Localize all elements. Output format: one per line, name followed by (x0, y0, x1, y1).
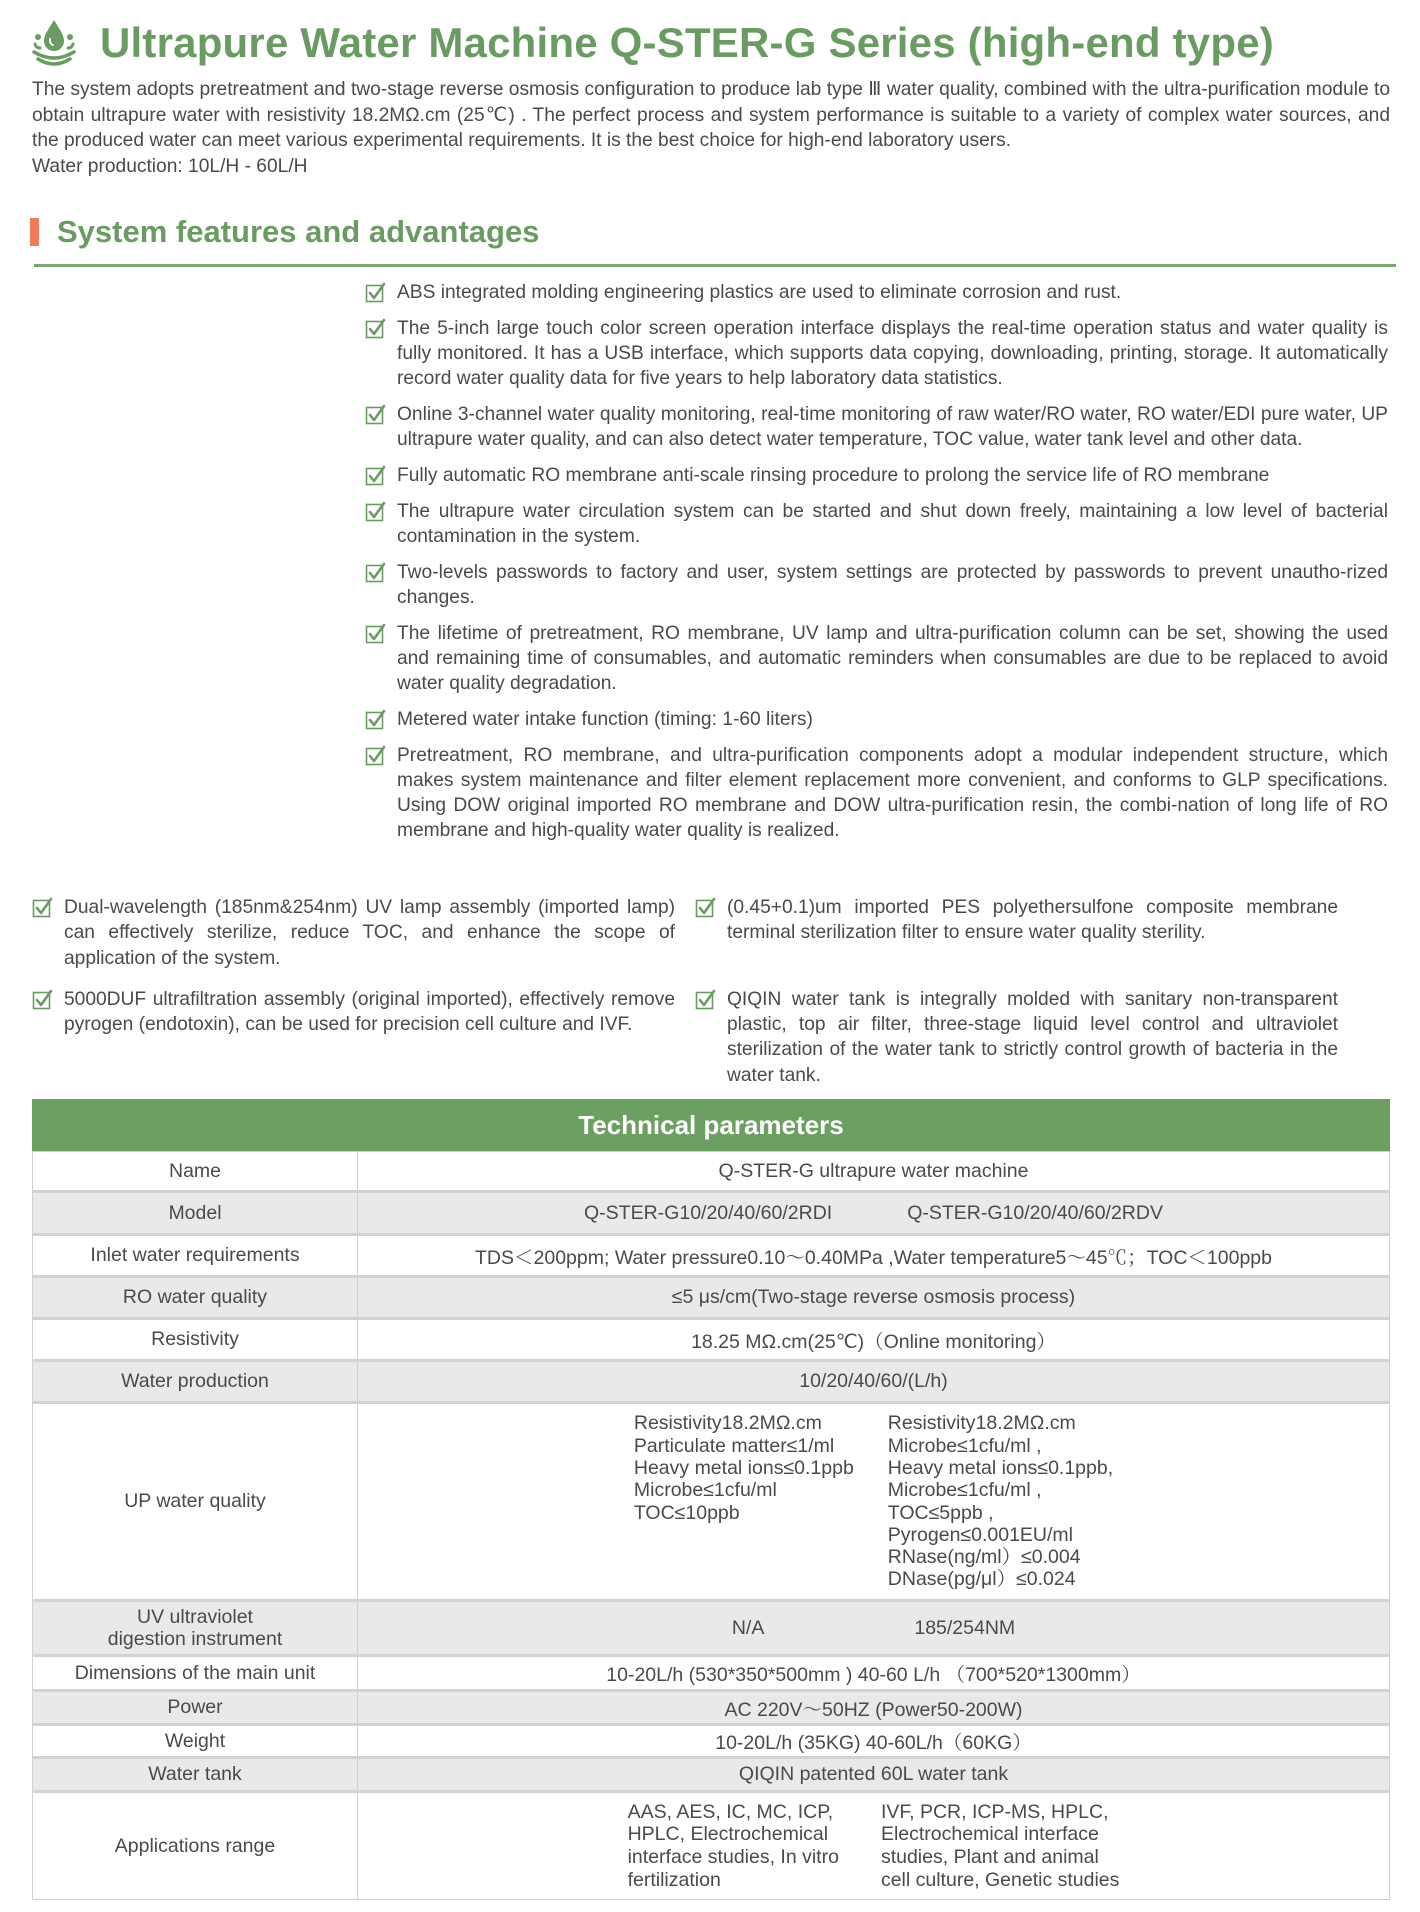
feature-item (365, 316, 1388, 391)
row-value: 10-20L/h (35KG) 40-60L/h（60KG） (358, 1725, 1390, 1758)
intro-paragraph: The system adopts pretreatment and two-stage reverse osmosis configuration to produce lab type Ⅲ water quality, combined with the ultra-purification module to obtain ultrapure water with resistivity 18.2MΩ.cm (25℃) . The perfect process and system performance is suitable to a variety of complex water sources, and the produced water can meet various experimental requirements. It is the best choice for high-end laboratory users. (32, 79, 1390, 151)
feature-item (365, 402, 1388, 452)
uv-value-rdv: 185/254NM (914, 1616, 1016, 1639)
checkbox-checked-icon (32, 897, 54, 919)
section-title: System features and advantages (57, 214, 540, 249)
table-row (33, 1758, 1390, 1792)
section-heading (30, 210, 539, 254)
feature-item (695, 987, 1338, 1088)
apps-line: AAS, AES, IC, MC, ICP, (627, 1800, 834, 1823)
feature-item (365, 463, 1388, 488)
row-label: Applications range (33, 1792, 358, 1900)
table-row (33, 1601, 1390, 1656)
checkbox-checked-icon (365, 709, 387, 731)
apps-line: Electrochemical interface (880, 1823, 1099, 1846)
apps-col-2 (881, 1801, 1119, 1891)
apps-line: IVF, PCR, ICP-MS, HPLC, (880, 1800, 1109, 1823)
quality-line: DNase(pg/μl）≤0.024 (887, 1568, 1076, 1591)
up-quality-col-1 (634, 1412, 854, 1590)
row-label: Dimensions of the main unit (33, 1656, 358, 1691)
quality-line: Microbe≤1cfu/ml (633, 1479, 777, 1502)
feature-item (695, 895, 1338, 971)
quality-line: Heavy metal ions≤0.1ppb, (887, 1456, 1114, 1479)
checkbox-checked-icon (32, 989, 54, 1011)
checkbox-checked-icon (365, 318, 387, 340)
table-row (33, 1192, 1390, 1235)
row-value: ≤5 μs/cm(Two-stage reverse osmosis process) (358, 1277, 1390, 1319)
section-divider (34, 264, 1396, 267)
apps-line: interface studies, In vitro (627, 1846, 839, 1868)
feature-item (365, 560, 1388, 610)
row-value (358, 1403, 1390, 1601)
table-row (33, 1691, 1390, 1725)
quality-line: RNase(ng/ml）≤0.004 (887, 1546, 1081, 1569)
table-title: Technical parameters (32, 1099, 1390, 1151)
feature-text: QIQIN water tank is integrally molded with sanitary non-transparent plastic, top air filter, three-stage liquid level control and ultraviolet sterilization of the water tank to strictly control growth of bacteria in the water tank. (727, 988, 1338, 1086)
feature-grid (32, 895, 1390, 1088)
section-marker (30, 218, 39, 246)
quality-line: Pyrogen≤0.001EU/ml (887, 1523, 1074, 1546)
feature-text: Pretreatment, RO membrane, and ultra-purification components adopt a modular independent structure, which makes system maintenance and filter element replacement more convenient, and conforms to GLP specifications. Using DOW original imported RO membrane and DOW ultra-purification resin, the combi-nation of long life of RO membrane and high-quality water quality is realized. (397, 745, 1388, 841)
apps-line: studies, Plant and animal (880, 1846, 1099, 1868)
feature-text: 5000DUF ultrafiltration assembly (original imported), effectively remove pyrogen (endotoxin), can be used for precision cell culture and IVF. (64, 988, 675, 1036)
feature-item (365, 743, 1388, 843)
tech-params-table (32, 1099, 1390, 1900)
feature-text: The ultrapure water circulation system can be started and shut down freely, maintaining a low level of bacterial contamination in the system. (397, 501, 1388, 547)
row-value: QIQIN patented 60L water tank (358, 1758, 1390, 1792)
row-value (358, 1792, 1390, 1900)
feature-text: Dual-wavelength (185nm&254nm) UV lamp assembly (imported lamp) can effectively sterilize, reduce TOC, and enhance the scope of application of the system. (64, 897, 675, 969)
feature-text: Two-levels passwords to factory and user, system settings are protected by passwords to prevent unautho-rized changes. (397, 562, 1388, 608)
checkbox-checked-icon (365, 404, 387, 426)
row-value: TDS＜200ppm; Water pressure0.10～0.40MPa ,Water temperature5～45℃；TOC＜100ppb (358, 1235, 1390, 1277)
table-row (33, 1235, 1390, 1277)
row-value: Q-STER-G ultrapure water machine (358, 1152, 1390, 1192)
table-row (33, 1361, 1390, 1403)
quality-line: Heavy metal ions≤0.1ppb (633, 1456, 854, 1479)
checkbox-checked-icon (365, 562, 387, 584)
row-value (358, 1192, 1390, 1235)
row-label: Inlet water requirements (33, 1235, 358, 1277)
intro-text (32, 77, 1390, 179)
feature-list (365, 280, 1388, 854)
row-label: RO water quality (33, 1277, 358, 1319)
quality-line: Particulate matter≤1/ml (633, 1434, 835, 1457)
row-value: 10-20L/h (530*350*500mm ) 40-60 L/h （700*520*1300mm） (358, 1656, 1390, 1691)
water-drop-icon (28, 17, 80, 69)
apps-line: HPLC, Electrochemical (627, 1823, 829, 1846)
row-value: AC 220V～50HZ (Power50-200W) (358, 1691, 1390, 1725)
row-label: Water production (33, 1361, 358, 1403)
row-label: Model (33, 1192, 358, 1235)
quality-line: Microbe≤1cfu/ml , (887, 1479, 1042, 1502)
row-label: Name (33, 1152, 358, 1192)
feature-item (32, 987, 675, 1088)
model-rdi: Q-STER-G10/20/40/60/2RDI (584, 1201, 833, 1224)
quality-line: Microbe≤1cfu/ml , (887, 1434, 1042, 1457)
up-quality-col-2 (888, 1412, 1113, 1590)
table-row (33, 1792, 1390, 1900)
feature-text: The lifetime of pretreatment, RO membrane, UV lamp and ultra-purification column can be set, showing the used and remaining time of consumables, and automatic reminders when consumables are due to be replaced to avoid water quality degradation. (397, 623, 1388, 694)
table-row (33, 1152, 1390, 1192)
apps-line: cell culture, Genetic studies (880, 1868, 1120, 1891)
apps-line: fertilization (627, 1868, 721, 1891)
feature-text: Metered water intake function (timing: 1-60 liters) (397, 709, 813, 730)
model-rdv: Q-STER-G10/20/40/60/2RDV (907, 1201, 1163, 1224)
row-value (358, 1601, 1390, 1656)
title-row (28, 8, 1274, 78)
quality-line: Resistivity18.2MΩ.cm (887, 1412, 1076, 1435)
checkbox-checked-icon (365, 623, 387, 645)
row-label: Water tank (33, 1758, 358, 1792)
table-row (33, 1403, 1390, 1601)
feature-text: The 5-inch large touch color screen operation interface displays the real-time operation status and water quality is fully monitored. It has a USB interface, which supports data copying, downloading, printing, storage. It automatically record water quality data for five years to help laboratory data statistics. (397, 318, 1388, 389)
feature-item (365, 707, 1388, 732)
row-label: Resistivity (33, 1319, 358, 1361)
row-label: Power (33, 1691, 358, 1725)
feature-text: (0.45+0.1)um imported PES polyethersulfone composite membrane terminal sterilization filter to ensure water quality sterility. (727, 897, 1338, 944)
feature-item (32, 895, 675, 971)
feature-item (365, 280, 1388, 305)
feature-text: Online 3-channel water quality monitoring, real-time monitoring of raw water/RO water, RO water/EDI pure water, UP ultrapure water quality, and can also detect water temperature, TOC value, water tank level and other data. (397, 404, 1388, 450)
water-production: Water production: 10L/H - 60L/H (32, 155, 308, 177)
row-value: 18.25 MΩ.cm(25℃)（Online monitoring） (358, 1319, 1390, 1361)
apps-col-1 (628, 1801, 839, 1891)
row-label: UP water quality (33, 1403, 358, 1601)
feature-text: Fully automatic RO membrane anti-scale rinsing procedure to prolong the service life of RO membrane (397, 465, 1270, 486)
quality-line: TOC≤10ppb (633, 1501, 740, 1524)
checkbox-checked-icon (365, 501, 387, 523)
feature-item (365, 499, 1388, 549)
row-value: 10/20/40/60/(L/h) (358, 1361, 1390, 1403)
table-row (33, 1319, 1390, 1361)
label-line: digestion instrument (107, 1628, 283, 1650)
feature-item (365, 621, 1388, 696)
checkbox-checked-icon (365, 465, 387, 487)
checkbox-checked-icon (365, 745, 387, 767)
row-label (33, 1601, 358, 1656)
checkbox-checked-icon (365, 282, 387, 304)
row-label: Weight (33, 1725, 358, 1758)
checkbox-checked-icon (695, 989, 717, 1011)
quality-line: TOC≤5ppb , (887, 1501, 994, 1524)
label-line: UV ultraviolet (137, 1606, 253, 1628)
table-row (33, 1725, 1390, 1758)
table-row (33, 1277, 1390, 1319)
page-title: Ultrapure Water Machine Q-STER-G Series (high-end type) (100, 19, 1274, 66)
table-row (33, 1656, 1390, 1691)
params-table (32, 1151, 1390, 1900)
uv-value-rdi: N/A (731, 1616, 765, 1639)
quality-line: Resistivity18.2MΩ.cm (633, 1412, 822, 1435)
feature-text: ABS integrated molding engineering plastics are used to eliminate corrosion and rust. (397, 282, 1122, 303)
checkbox-checked-icon (695, 897, 717, 919)
